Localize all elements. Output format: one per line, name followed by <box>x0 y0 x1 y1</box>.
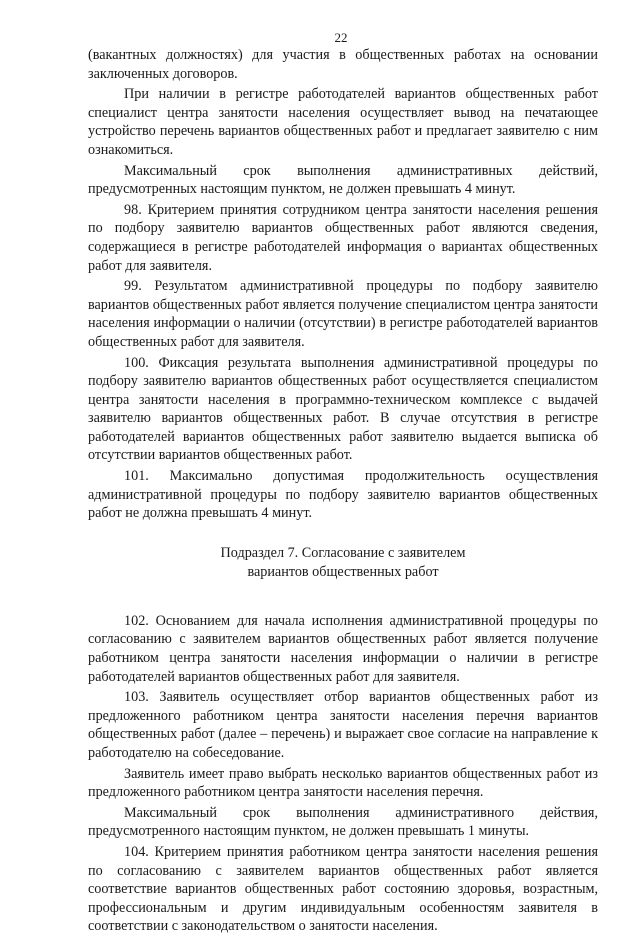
paragraph-continuation: (вакантных должностях) для участия в общественных работах на основании заключенных договоров. <box>88 47 598 82</box>
paragraph-101: 101. Максимально допустимая продолжительность осуществления административной процедуры по подбору заявителю вариантов общественных работ не должна превышать 4 минут. <box>88 468 598 522</box>
paragraph-printout: При наличии в регистре работодателей вариантов общественных работ специалист центра занятости населения осуществляет вывод на печатающее устройство перечень вариантов общественных работ и предлагает заявителю с ним ознакомиться. <box>88 86 598 158</box>
paragraph-max-time-2: Максимальный срок выполнения административного действия, предусмотренного настоящим пунктом, не должен превышать 1 минуты. <box>88 804 598 840</box>
paragraph-100: 100. Фиксация результата выполнения административной процедуры по подбору заявителю вариантов общественных работ осуществляется специалистом центра занятости населения в программно-техническом комплексе с выдачей заявителю вариантов общественных работ. В случае отсутствия в регистре работодателей вариантов общественных работ заявителю выдается выписка об отсутствии вариантов общественных работ. <box>88 354 598 464</box>
paragraph-103: 103. Заявитель осуществляет отбор вариантов общественных работ из предложенного работником центра занятости населения перечня вариантов общественных работ (далее – перечень) и выражает свое согласие на направление к работодателю на собеседование. <box>88 689 598 761</box>
subsection-heading <box>88 544 598 582</box>
paragraph-102: 102. Основанием для начала исполнения административной процедуры по согласованию с заявителем вариантов общественных работ является получение работником центра занятости населения информации о наличии в регистре работодателей вариантов общественных работ для заявителя. <box>88 612 598 685</box>
subsection-subtitle: вариантов общественных работ <box>247 563 439 580</box>
paragraph-98: 98. Критерием принятия сотрудником центра занятости населения решения по подбору заявителю вариантов общественных работ являются сведения, содержащиеся в регистре работодателей информация о вариантах общественных работ для заявителя. <box>88 201 598 274</box>
paragraph-max-time: Максимальный срок выполнения административных действий, предусмотренных настоящим пунктом, не должен превышать 4 минут. <box>88 162 598 198</box>
paragraph-99: 99. Результатом административной процедуры по подбору заявителю вариантов общественных работ является получение специалистом центра занятости населения информации о наличии (отсутствии) в регистре работодателей вариантов общественных работ для заявителя. <box>88 278 598 350</box>
paragraph-104: 104. Критерием принятия работником центра занятости населения решения по согласованию с заявителем вариантов общественных работ является соответствие вариантов общественных работ состоянию здоровья, возрастным, профессиональным и другим индивидуальным особенностям заявителя в соответствии с законодательством о занятости населения. <box>88 843 598 935</box>
subsection-title: Подраздел 7. Согласование с заявителем <box>220 544 466 561</box>
page-number: 22 <box>334 30 348 45</box>
paragraph-multiple-choice: Заявитель имеет право выбрать несколько вариантов общественных работ из предложенного работником центра занятости населения перечня. <box>88 765 598 801</box>
